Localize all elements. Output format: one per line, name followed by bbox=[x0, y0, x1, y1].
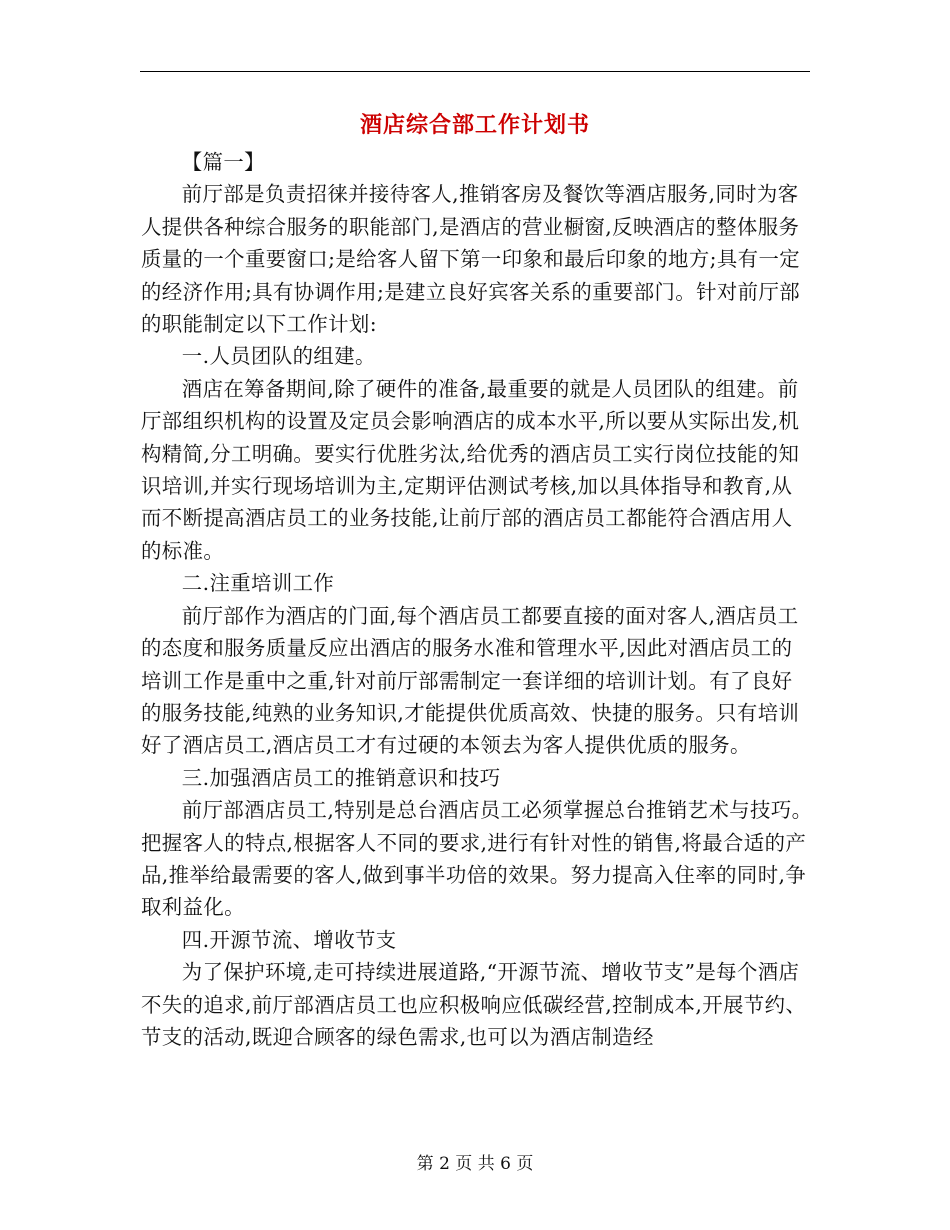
paragraph-training: 前厅部作为酒店的门面,每个酒店员工都要直接的面对客人,酒店员工的态度和服务质量反应出酒店的服务水准和管理水平,因此对酒店员工的培训工作是重中之重,针对前厅部需制定一套详细的培训计划。有了良好的服务技能,纯熟的业务知识,才能提供优质高效、快捷的服务。只有培训好了酒店员工,酒店员工才有过硬的本领去为客人提供优质的服务。 bbox=[141, 603, 800, 758]
document-body bbox=[141, 146, 813, 1053]
paragraph-team-building: 酒店在筹备期间,除了硬件的准备,最重要的就是人员团队的组建。前厅部组织机构的设置及定员会影响酒店的成本水平,所以要从实际出发,机构精简,分工明确。要实行优胜劣汰,给优秀的酒店员工实行岗位技能的知识培训,并实行现场培训为主,定期评估测试考核,加以具体指导和教育,从而不断提高酒店员工的业务技能,让前厅部的酒店员工都能符合酒店用人的标准。 bbox=[141, 376, 800, 563]
heading-sales-skills: 三.加强酒店员工的推销意识和技巧 bbox=[181, 765, 501, 790]
header-rule bbox=[140, 71, 810, 72]
page-number: 第 2 页 共 6 页 bbox=[416, 1154, 534, 1174]
heading-training: 二.注重培训工作 bbox=[181, 571, 335, 596]
paragraph-cost-saving: 为了保护环境,走可持续进展道路,“开源节流、增收节支”是每个酒店不失的追求,前厅部酒店员工也应积极响应低碳经营,控制成本,开展节约、节支的活动,既迎合顾客的绿色需求,也可以为酒店制造经 bbox=[141, 960, 807, 1049]
paragraph-sales-skills: 前厅部酒店员工,特别是总台酒店员工必须掌握总台推销艺术与技巧。把握客人的特点,根据客人不同的要求,进行有针对性的销售,将最合适的产品,推举给最需要的客人,做到事半功倍的效果。努力提高入住率的同时,争取利益化。 bbox=[141, 798, 813, 920]
section-label: 【篇一】 bbox=[181, 150, 265, 174]
heading-cost-saving: 四.开源节流、增收节支 bbox=[181, 927, 397, 952]
document-title: 酒店综合部工作计划书 bbox=[359, 112, 590, 138]
heading-team-building: 一.人员团队的组建。 bbox=[181, 344, 376, 369]
paragraph-intro: 前厅部是负责招徕并接待客人,推销客房及餐饮等酒店服务,同时为客人提供各种综合服务的职能部门,是酒店的营业橱窗,反映酒店的整体服务质量的一个重要窗口;是给客人留下第一印象和最后印象的地方;具有一定的经济作用;具有协调作用;是建立良好宾客关系的重要部门。针对前厅部的职能制定以下工作计划: bbox=[141, 182, 801, 337]
